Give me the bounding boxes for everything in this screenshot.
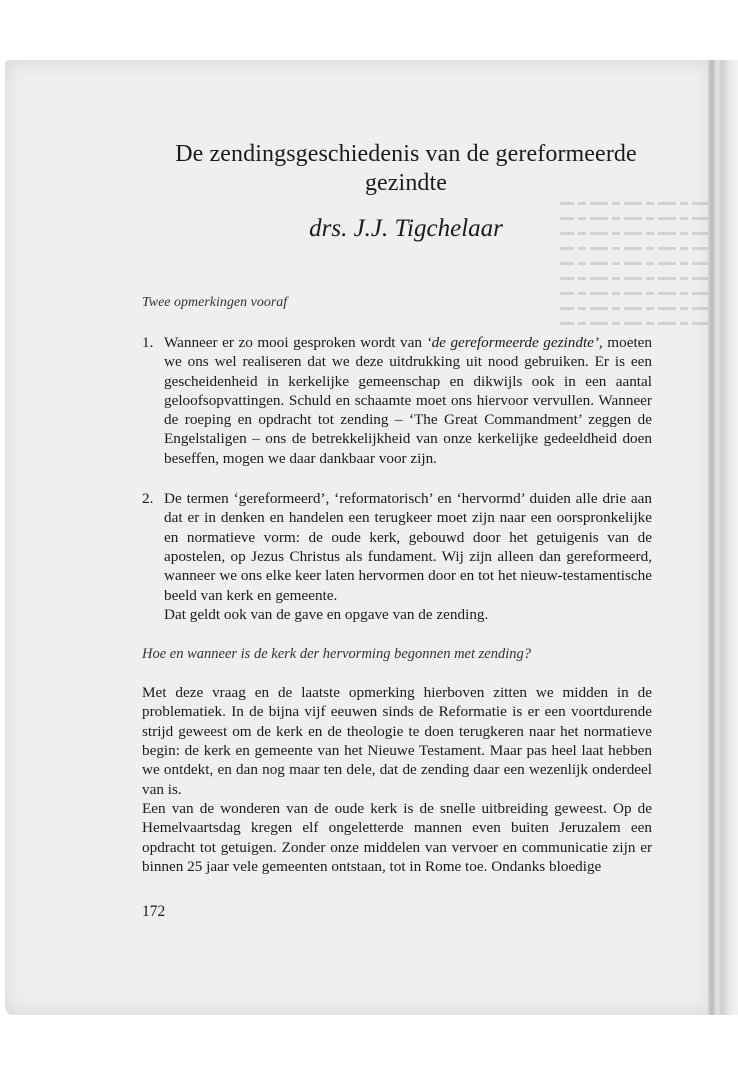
book-page-edge (708, 60, 738, 1015)
remark-quote: ‘de gereformeerde gezindte’ (426, 334, 599, 351)
section-heading: Hoe en wanneer is de kerk der hervorming begonnen met zending? (142, 646, 531, 663)
remark-extra-line: Dat geldt ook van de gave en opgave van de zending. (164, 605, 489, 623)
article-content (142, 140, 652, 876)
remark-number: 2. (142, 490, 154, 508)
page-number: 172 (142, 903, 166, 920)
intro-heading: Twee opmerkingen vooraf (142, 295, 288, 310)
article-author: drs. J.J. Tigchelaar (309, 215, 503, 242)
article-title: De zendingsgeschiedenis van de gereformeerde gezindte (175, 141, 637, 196)
remarks-list (142, 333, 652, 624)
remark-text-before: Wanneer er zo mooi gesproken wordt van (164, 334, 427, 351)
body-text (142, 683, 652, 876)
body-paragraph: Met deze vraag en de laatste opmerking hierboven zitten we midden in de problematiek. In de bijna vijf eeuwen sinds de Reformatie is er een voortdurende strijd geweest om de kerk en de theologie te doen terugkeren naar het normatieve begin: de kerk en gemeente van het Nieuwe Testament. Maar pas heel laat hebben we ontdekt, en dan nog maar ten dele, dat de zending daar een wezenlijk onderdeel van is. (142, 684, 652, 798)
remark-item-1 (142, 333, 652, 468)
remark-text-after: , moeten we ons wel realiseren dat we deze uitdrukking uit nood gebruiken. Er is een gescheidenheid in kerkelijke gemeenschap en dikwijls ook in een aantal geloofsopvattingen. Schuld en schaamte moet ons hiervoor vervullen. Wanneer de roeping en opdracht tot zending – ‘The Great Commandment’ zeggen de Engelstaligen – ons de betrekkelijkheid van onze kerkelijke gedeeldheid doen beseffen, mogen we daar dankbaar voor zijn. (164, 334, 653, 467)
remark-number: 1. (142, 334, 154, 351)
remark-text: De termen ‘gereformeerd’, ‘reformatorisch’ en ‘hervormd’ duiden alle drie aan dat er in denken en handelen een terugkeer moet zijn naar een oorspronkelijke en normatieve vorm: de oude kerk, gebouwd door het getuigenis van de apostelen, op Jezus Christus als fundament. Wij zijn alleen dan gereformeerd, wanneer we ons elke keer laten hervormen door en tot het nieuw-testamentische beeld van kerk en gemeente. (164, 490, 652, 604)
body-paragraph: Een van de wonderen van de oude kerk is de snelle uitbreiding geweest. Op de Hemelvaartsdag kregen elf ongeletterde mannen even buiten Jeruzalem een opdracht tot getuigen. Zonder onze middelen van vervoer en communicatie zijn er binnen 25 jaar vele gemeenten ontstaan, tot in Rome toe. Ondanks bloedige (142, 799, 652, 875)
remark-item-2 (142, 489, 652, 624)
